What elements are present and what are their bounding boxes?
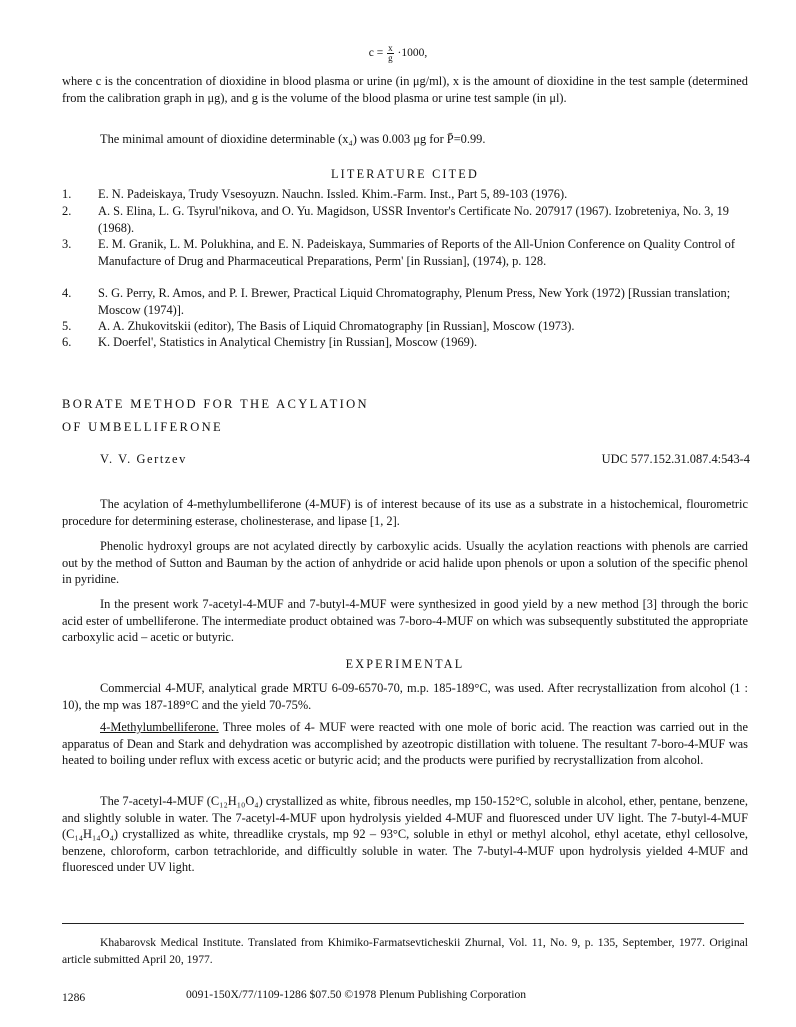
paragraph-experimental-3: The 7-acetyl-4-MUF (C₁₂H₁₀O₄) crystallized as white, fibrous needles, mp 150-152°C, soluble in alcohol, ether, pentane, benzene, and slightly soluble in water. The 7-acetyl-4-MUF upon hydrolysis yielded 4-MUF and fluoresced under UV light. The 7-butyl-4-MUF (C₁₄H₁₄O₄) crystallized as white, threadlike crystals, mp 92 – 93°C, soluble in ethyl or methyl alcohol, ethyl acetate, ethyl cellosolve, benzene, chloroform, carbon tetrachloride, and difficultly soluble in water. The 7-butyl-4-MUF upon hydrolysis yielded 4-MUF and fluoresced under UV light. bbox=[62, 794, 748, 875]
reference-text: K. Doerfel', Statistics in Analytical Chemistry [in Russian], Moscow (1969). bbox=[98, 335, 478, 349]
reference-item bbox=[62, 285, 748, 318]
section-label: 4-Methylumbelliferone. bbox=[100, 720, 219, 734]
reference-item bbox=[62, 334, 748, 351]
paragraph-intro-2: Phenolic hydroxyl groups are not acylated directly by carboxylic acids. Usually the acylation reactions with phenols are carried out by the method of Sutton and Bauman by the action of anhydride or acid halide upon phenols or upon a solution of the specific phenol in pyridine. bbox=[62, 539, 748, 587]
paragraph-minimal: The minimal amount of dioxidine determinable (x₄) was 0.003 μg for P̄=0.99. bbox=[100, 132, 486, 146]
reference-item bbox=[62, 203, 748, 236]
reference-number: 3. bbox=[62, 237, 72, 251]
reference-text: S. G. Perry, R. Amos, and P. I. Brewer, Practical Liquid Chromatography, Plenum Press, New York (1972) [Russian translation; Moscow (1974)]. bbox=[98, 286, 731, 317]
page-number: 1286 bbox=[62, 991, 86, 1004]
formula-rhs: ·1000, bbox=[397, 47, 428, 60]
reference-number: 4. bbox=[62, 286, 72, 300]
paragraph-experimental-1: Commercial 4-MUF, analytical grade MRTU 6-09-6570-70, m.p. 185-189°C, was used. After recrystallization from alcohol (1 : 10), the mp was 187-189°C and the yield 70-75%. bbox=[62, 681, 748, 712]
experimental-heading: EXPERIMENTAL bbox=[345, 657, 465, 671]
reference-item bbox=[62, 186, 748, 203]
reference-number: 1. bbox=[62, 187, 72, 201]
reference-text: A. A. Zhukovitskii (editor), The Basis of Liquid Chromatography [in Russian], Moscow (1973). bbox=[98, 319, 575, 333]
copyright-line: 0091-150X/77/1109-1286 $07.50 ©1978 Plenum Publishing Corporation bbox=[186, 988, 527, 1001]
paragraph-text: Three moles of 4- MUF were reacted with one mole of boric acid. The reaction was carried out in the apparatus of Dean and Stark and dehydration was accomplished by azeotropic distillation with toluene. The resultant 7-boro-4-MUF was heated to boiling under reflux with excess acetic or butyric acid; and the products were purified by recrystallization from alcohol. bbox=[62, 720, 748, 768]
formula bbox=[0, 44, 796, 63]
reference-number: 5. bbox=[62, 319, 72, 333]
reference-text: E. N. Padeiskaya, Trudy Vsesoyuzn. Nauchn. Issled. Khim.-Farm. Inst., Part 5, 89-103 (1976). bbox=[98, 187, 568, 201]
paragraph-intro-1: The acylation of 4-methylumbelliferone (4-MUF) is of interest because of its use as a substrate in a histochemical, flourometric procedure for determining esterase, cholinesterase, and lipase [1, 2]. bbox=[62, 497, 748, 528]
paragraph-experimental-2 bbox=[62, 719, 748, 769]
formula-numerator: x bbox=[388, 43, 393, 53]
formula-fraction bbox=[387, 44, 394, 63]
literature-heading: LITERATURE CITED bbox=[331, 167, 479, 181]
reference-text: E. M. Granik, L. M. Polukhina, and E. N. Padeiskaya, Summaries of Reports of the All-Union Conference on Quality Control of Manufacture of Drug and Pharmaceutical Preparations, Perm' [in Russian], (1974), p. 128. bbox=[98, 237, 735, 268]
reference-text: A. S. Elina, L. G. Tsyrul'nikova, and O. Yu. Magidson, USSR Inventor's Certificate No. 207917 (1967). Izobreteniya, No. 3, 19 (1968). bbox=[98, 204, 729, 235]
paragraph-intro-3: In the present work 7-acetyl-4-MUF and 7-butyl-4-MUF were synthesized in good yield by a new method [3] through the boric acid ester of umbelliferone. The intermediate product obtained was 7-boro-4-MUF on which was subsequently substituted the appropriate carboxylic acid – acetic or butyric. bbox=[62, 597, 748, 645]
footnote: Khabarovsk Medical Institute. Translated from Khimiko-Farmatsevticheskii Zhurnal, Vol. 11, No. 9, p. 135, September, 1977. Original article submitted April 20, 1977. bbox=[62, 936, 748, 966]
article-title-line1: BORATE METHOD FOR THE ACYLATION bbox=[62, 397, 369, 411]
article-udc: UDC 577.152.31.087.4:543-4 bbox=[601, 452, 750, 466]
article-title-line2: OF UMBELLIFERONE bbox=[62, 420, 223, 434]
formula-denominator: g bbox=[388, 53, 393, 63]
reference-number: 6. bbox=[62, 335, 72, 349]
reference-item bbox=[62, 236, 748, 269]
reference-item bbox=[62, 318, 748, 335]
paragraph-where: where c is the concentration of dioxidine in blood plasma or urine (in μg/ml), x is the amount of dioxidine in the test sample (determined from the calibration graph in μg), and g is the volume of the blood plasma or urine test sample (in μl). bbox=[62, 74, 748, 105]
reference-number: 2. bbox=[62, 204, 72, 218]
footnote-divider bbox=[62, 923, 744, 924]
formula-lhs: c = bbox=[368, 47, 384, 60]
article-author: V. V. Gertzev bbox=[100, 452, 187, 466]
